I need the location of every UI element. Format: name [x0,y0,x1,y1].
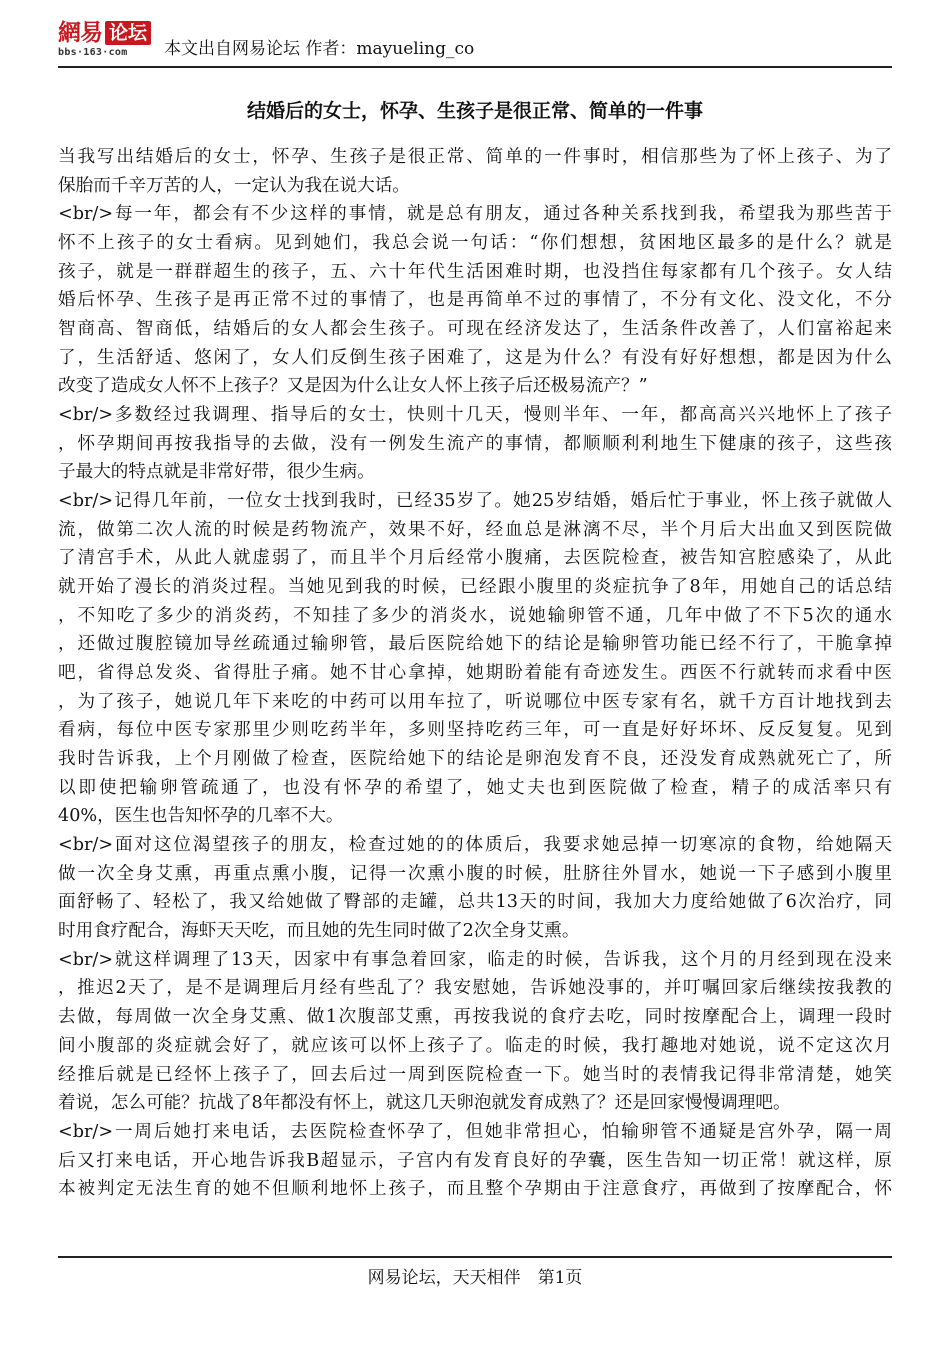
text-line: <br/>每一年，都会有不少这样的事情，就是总有朋友，通过各种关系找到我，希望我为那些苦于 [58,204,892,225]
text-line: 就开始了漫长的消炎过程。当她见到我的时候，已经跟小腹里的炎症抗争了8年，用她自己的话总结 [58,577,892,598]
text-line: ，不知吃了多少的消炎药，不知挂了多少的消炎水，说她输卵管不通，几年中做了不下5次的通水 [58,605,892,626]
text-line: 流，做第二次人流的时候是药物流产，效果不好，经血总是淋漓不尽，半个月后大出血又到医院做 [58,519,892,540]
text-line: 面舒畅了、轻松了，我又给她做了臀部的走罐，总共13天的时间，我加大力度给她做了6次治疗，同 [58,892,892,913]
logo-url: bbs·163·com [58,47,128,58]
text-line: 间小腹部的炎症就会好了，就应该可以怀上孩子了。临走的时候，我打趣地对她说，说不定这次月 [58,1035,892,1056]
page-header [58,18,892,64]
text-line: ，还做过腹腔镜加导丝疏通过输卵管，最后医院给她下的结论是输卵管功能已经不行了，干脆拿掉 [58,634,892,655]
text-line: 做一次全身艾熏，再重点熏小腹，记得一次熏小腹的时候，肚脐往外冒水，她说一下子感到小腹里 [58,863,892,884]
text-line: 40%，医生也告知怀孕的几率不大。 [58,806,344,827]
text-line: <br/>多数经过我调理、指导后的女士，快则十几天，慢则半年、一年，都高高兴兴地怀上了孩子 [58,405,892,426]
text-line: 时用食疗配合，海虾天天吃，而且她的先生同时做了2次全身艾熏。 [58,921,580,942]
text-line: 吧，省得总发炎、省得肚子痛。她不甘心拿掉，她期盼着能有奇迹发生。西医不行就转而求看中医 [58,663,892,684]
text-line: 着说，怎么可能？抗战了8年都没有怀上，就这几天卵泡就发育成熟了？还是回家慢慢调理吧。 [58,1093,791,1114]
source-author-line: 本文出自网易论坛 作者：mayueling_co [164,39,475,59]
text-line: 子最大的特点就是非常好带，很少生病。 [58,462,375,483]
text-line: <br/>一周后她打来电话，去医院检查怀孕了，但她非常担心，怕输卵管不通疑是宫外孕，隔一周 [58,1121,892,1142]
text-line: ，为了孩子，她说几年下来吃的中药可以用车拉了，听说哪位中医专家有名，就千方百计地找到去 [58,691,892,712]
footer-divider [58,1256,892,1258]
header-divider [58,66,892,68]
page-footer: 网易论坛，天天相伴 第1页 [367,1268,583,1288]
text-line: 经推后就是已经怀上孩子了，回去后过一周到医院检查一下。她当时的表情我记得非常清楚，她笑 [58,1064,892,1085]
text-line: 以即使把输卵管疏通了，也没有怀孕的希望了，她丈夫也到医院做了检查，精子的成活率只有 [58,777,892,798]
text-line: 了清宫手术，从此人就虚弱了，而且半个月后经常小腹痛，去医院检查，被告知宫腔感染了，从此 [58,548,892,569]
article-title: 结婚后的女士，怀孕、生孩子是很正常、简单的一件事 [246,100,703,122]
logo-badge: 论坛 [105,21,151,45]
text-line: ，怀孕期间再按我指导的去做，没有一例发生流产的事情，都顺顺利利地生下健康的孩子，这些孩 [58,433,892,454]
text-line: 看病，每位中医专家那里少则吃药半年，多则坚持吃药三年，可一直是好好坏坏、反反复复。见到 [58,720,892,741]
text-line: 了，生活舒适、悠闲了，女人们反倒生孩子困难了，这是为什么？有没有好好想想，都是因为什么 [58,347,892,368]
text-line: 我时告诉我，上个月刚做了检查，医院给她下的结论是卵泡发育不良，还没发育成熟就死亡了，所 [58,749,892,770]
text-line: 去做，每周做一次全身艾熏、做1次腹部艾熏，再按我说的食疗去吃，同时按摩配合上，调理一段时 [58,1007,892,1028]
text-line: 改变了造成女人怀不上孩子？又是因为什么让女人怀上孩子后还极易流产？” [58,376,648,397]
article-body [58,143,892,1204]
netease-forum-logo[interactable] [58,20,166,62]
text-line: <br/>面对这位渴望孩子的朋友，检查过她的的体质后，我要求她忌掉一切寒凉的食物，给她隔天 [58,835,892,856]
text-line: ，推迟2天了，是不是调理后月经有些乱了？我安慰她，告诉她没事的，并叮嘱回家后继续按我教的 [58,978,892,999]
logo-text: 網易 [58,20,102,46]
text-line: <br/>记得几年前，一位女士找到我时，已经35岁了。她25岁结婚，婚后忙于事业，怀上孩子就做人 [58,491,892,512]
text-line: <br/>就这样调理了13天，因家中有事急着回家，临走的时候，告诉我，这个月的月经到现在没来 [58,949,892,970]
text-line: 保胎而千辛万苦的人，一定认为我在说大话。 [58,175,410,196]
text-line: 怀不上孩子的女士看病。见到她们，我总会说一句话：“你们想想，贫困地区最多的是什么？就是 [58,233,892,254]
text-line: 后又打来电话，开心地告诉我B超显示，子宫内有发育良好的孕囊，医生告知一切正常！就这样，原 [58,1150,892,1171]
text-line: 智商高、智商低，结婚后的女人都会生孩子。可现在经济发达了，生活条件改善了，人们富裕起来 [58,319,892,340]
text-line: 本被判定无法生育的她不但顺利地怀上孩子，而且整个孕期由于注意食疗，再做到了按摩配合，怀 [58,1179,892,1200]
text-line: 孩子，就是一群群超生的孩子，五、六十年代生活困难时期，也没挡住每家都有几个孩子。女人结 [58,261,892,282]
text-line: 当我写出结婚后的女士，怀孕、生孩子是很正常、简单的一件事时，相信那些为了怀上孩子、为了 [58,147,892,167]
text-line: 婚后怀孕、生孩子是再正常不过的事情了，也是再简单不过的事情了，不分有文化、没文化，不分 [58,290,892,311]
